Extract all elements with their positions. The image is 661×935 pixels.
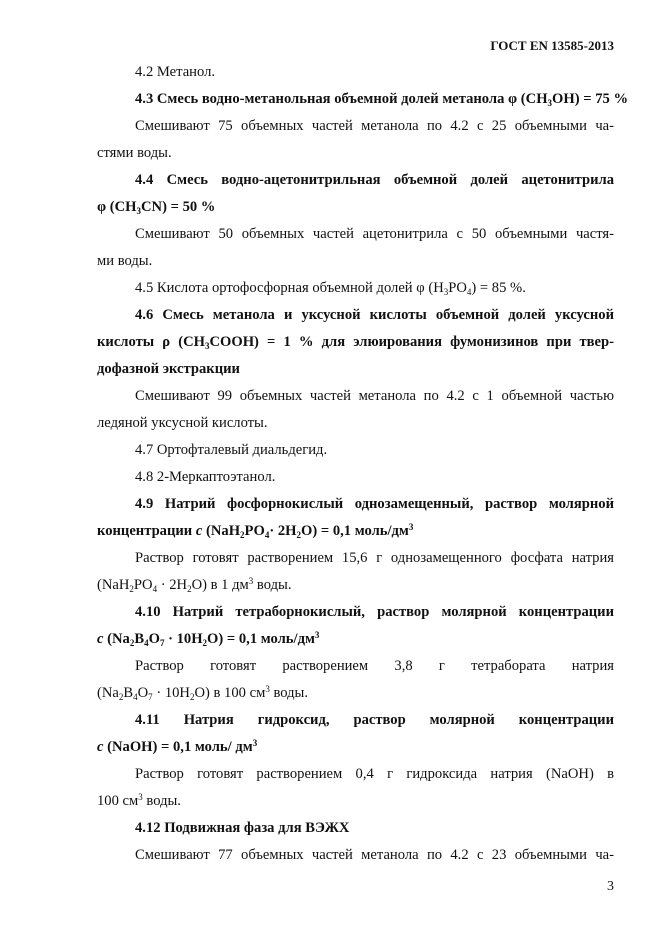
para-4-6-line-1: Смешивают 99 объемных частей метанола по 4.2 с 1 объемной частью (135, 388, 614, 404)
para-4-4-line-2: ми воды. (97, 253, 153, 269)
heading-4-11-line-1: 4.11 Натрия гидроксид, раствор молярной концентрации (135, 712, 614, 728)
heading-4-9-line-2: концентрации c $(NaH_2PO_4\cdot 2H_2O) = 0,1$ моль/$дм^3$ (97, 522, 414, 540)
para-4-3-line-1: Смешивают 75 объемных частей метанола по 4.2 с 25 объемными ча- (135, 118, 614, 134)
para-4-9-line-1: Раствор готовят растворением 15,6 г однозамещенного фосфата натрия (135, 550, 614, 566)
heading-4-4-line-1: 4.4 Смесь водно-ацетонитрильная объемной долей ацетонитрила (135, 172, 614, 188)
heading-4-6-line-1: 4.6 Смесь метанола и уксусной кислоты объемной долей уксусной (135, 307, 614, 323)
para-4-10-line-2: $(Na_2B_4O_7 \cdot 10H_2O)$ в 100 $см^3$ воды. (97, 684, 309, 702)
para-4-5: 4.5 Кислота ортофосфорная объемной долей φ $(H_3PO_4) = 85$ %. (135, 280, 526, 297)
para-4-10-line-1: Раствор готовят растворением 3,8 г тетрабората натрия (135, 658, 614, 674)
para-4-9-line-2: $(NaH_2PO_4 \cdot 2H_2O)$ в 1 $дм^3$ воды. (97, 576, 292, 594)
heading-4-6-line-3: дофазной экстракции (97, 361, 240, 377)
heading-4-9-line-1: 4.9 Натрий фосфорнокислый однозамещенный, раствор молярной (135, 496, 614, 512)
heading-4-4-line-2: φ $(CH_3CN) = 50$ % (97, 199, 216, 216)
para-4-12-line-1: Смешивают 77 объемных частей метанола по 4.2 с 23 объемными ча- (135, 847, 614, 863)
para-4-2: 4.2 Метанол. (135, 64, 216, 80)
para-4-11-line-1: Раствор готовят растворением 0,4 г гидроксида натрия (NaOH) в (135, 766, 614, 782)
para-4-7: 4.7 Ортофталевый диальдегид. (135, 442, 328, 458)
heading-4-10-line-1: 4.10 Натрий тетраборнокислый, раствор молярной концентрации (135, 604, 614, 620)
para-4-6-line-2: ледяной уксусной кислоты. (97, 415, 268, 431)
para-4-11-line-2: 100 $см^3$ воды. (97, 792, 181, 809)
page-number: 3 (607, 879, 614, 894)
heading-4-12: 4.12 Подвижная фаза для ВЭЖХ (135, 820, 350, 836)
para-4-3-line-2: стями воды. (97, 145, 172, 161)
heading-4-6-line-2: кислоты ρ $(CH_3COOH) = 1$ % для элюирования фумонизинов при твер- (97, 334, 614, 351)
para-4-4-line-1: Смешивают 50 объемных частей ацетонитрила с 50 объемными частя- (135, 226, 614, 242)
heading-4-11-line-2: c (NaOH) = 0,1 моль/ $дм^3$ (97, 738, 258, 755)
para-4-8: 4.8 2-Меркаптоэтанол. (135, 469, 276, 485)
standard-header: ГОСТ EN 13585-2013 (490, 38, 614, 53)
heading-4-10-line-2: c $(Na_2B_4O_7 \cdot 10H_2O) = 0,1$ моль/$дм^3$ (97, 630, 320, 648)
heading-4-3: 4.3 Смесь водно-метанольная объемной долей метанола φ $(CH_3OH) = 75$ % (135, 91, 629, 108)
